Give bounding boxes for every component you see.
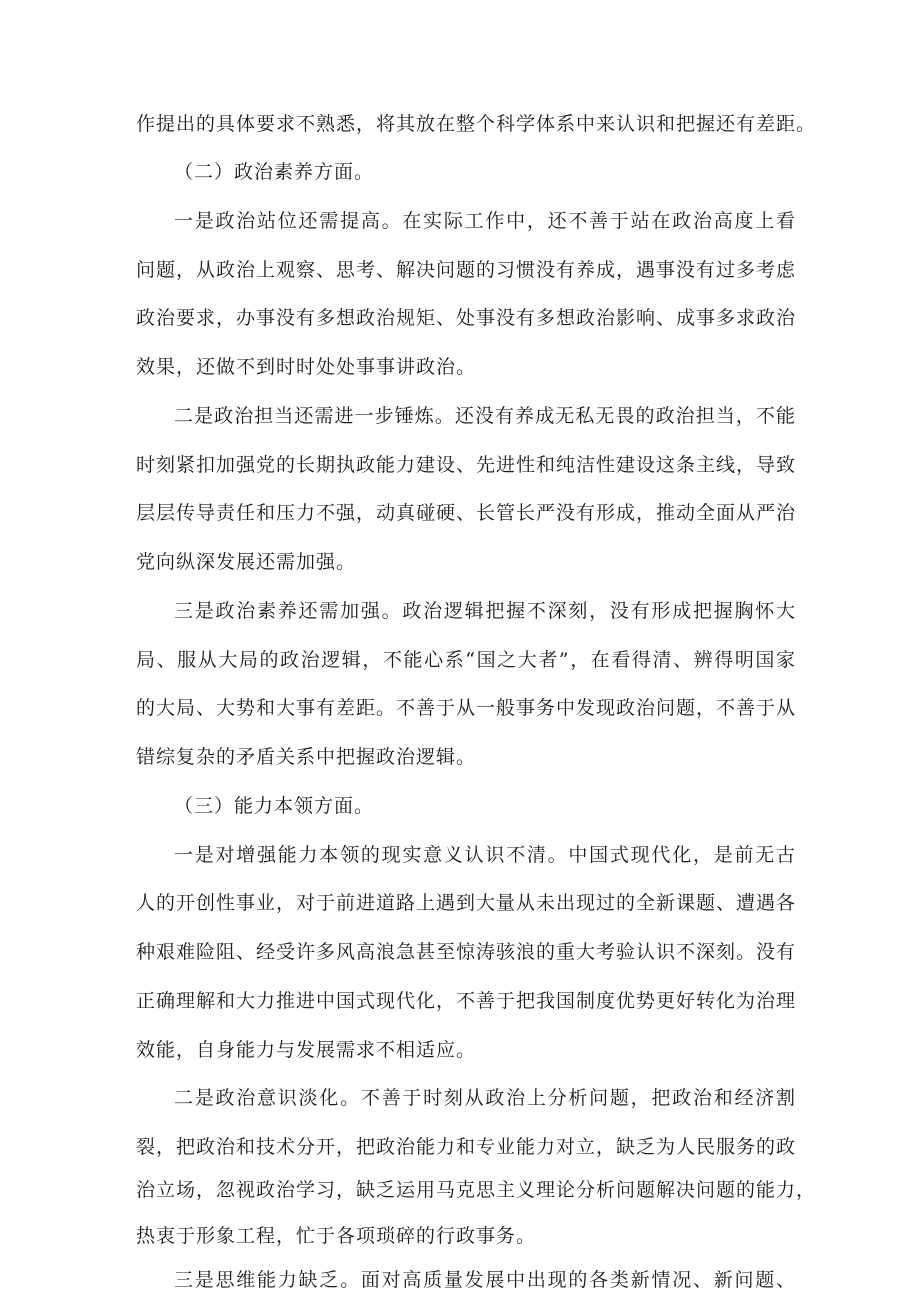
text-line: 效能，自身能力与发展需求不相适应。: [136, 1039, 477, 1061]
text-line: 政治要求，办事没有多想政治规矩、处事没有多想政治影响、成事多求政治: [136, 307, 797, 329]
text-line: 正确理解和大力推进中国式现代化，不善于把我国制度优势更好转化为治理: [136, 990, 797, 1012]
text-line: 三是思维能力缺乏。面对高质量发展中出现的各类新情况、新问题、: [174, 1269, 796, 1291]
text-line: 种艰难险阻、经受许多风高浪急甚至惊涛骇浪的重大考验认识不深刻。没有: [136, 941, 797, 963]
text-line: 二是政治担当还需进一步锤炼。还没有养成无私无畏的政治担当，不能: [174, 405, 796, 427]
text-line: 裂，把政治和技术分开，把政治能力和专业能力对立，缺乏为人民服务的政: [136, 1136, 797, 1158]
text-line: 热衷于形象工程，忙于各项琐碎的行政事务。: [136, 1225, 537, 1247]
text-line: 人的开创性事业，对于前进道路上遇到大量从未出现过的全新课题、遭遇各: [136, 892, 797, 914]
text-line: 层层传导责任和压力不强，动真碰硬、长管长严没有形成，推动全面从严治: [136, 502, 797, 524]
text-line: 一是政治站位还需提高。在实际工作中，还不善于站在政治高度上看: [174, 210, 796, 232]
text-line: 三是政治素养还需加强。政治逻辑把握不深刻，没有形成把握胸怀大: [174, 600, 796, 622]
text-line: 一是对增强能力本领的现实意义认识不清。中国式现代化，是前无古: [174, 844, 796, 866]
text-line: 问题，从政治上观察、思考、解决问题的习惯没有养成，遇事没有过多考虑: [136, 259, 797, 281]
text-line: 局、服从大局的政治逻辑，不能心系“国之大者”，在看得清、辨得明国家: [136, 649, 796, 671]
text-line: 的大局、大势和大事有差距。不善于从一般事务中发现政治问题，不善于从: [136, 697, 797, 719]
text-line: 二是政治意识淡化。不善于时刻从政治上分析问题，把政治和经济割: [174, 1087, 796, 1109]
text-line: 党向纵深发展还需加强。: [136, 551, 357, 573]
section-heading: （三）能力本领方面。: [174, 795, 375, 817]
section-heading: （二）政治素养方面。: [174, 161, 375, 183]
text-line: 错综复杂的矛盾关系中把握政治逻辑。: [136, 746, 477, 768]
text-line: 效果，还做不到时时处处事事讲政治。: [136, 356, 477, 378]
text-line: 作提出的具体要求不熟悉，将其放在整个科学体系中来认识和把握还有差距。: [136, 113, 817, 135]
text-line: 时刻紧扣加强党的长期执政能力建设、先进性和纯洁性建设这条主线，导致: [136, 454, 797, 476]
text-line: 治立场，忽视政治学习，缺乏运用马克思主义理论分析问题解决问题的能力，: [136, 1179, 817, 1201]
